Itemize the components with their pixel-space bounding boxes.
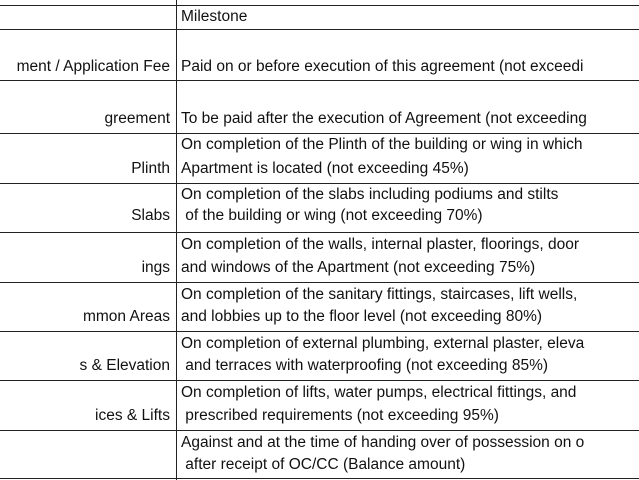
milestone-cell: On completion of the Plinth of the building or wing in which (181, 136, 583, 153)
milestone-cell: On completion of the walls, internal plaster, floorings, door (181, 236, 580, 253)
milestone-cell: and lobbies up to the floor level (not exceeding 80%) (181, 308, 543, 325)
header-milestone: Milestone (181, 8, 248, 25)
milestone-cell: On completion of the slabs including podiums and stilts (181, 186, 559, 203)
stage-cell: ment / Application Fee (16, 58, 170, 75)
milestone-cell: and terraces with waterproofing (not exceeding 85%) (181, 357, 549, 374)
stage-cell: ices & Lifts (95, 407, 170, 424)
row-divider (0, 5, 639, 6)
milestone-cell: On completion of the sanitary fittings, staircases, lift wells, (181, 286, 578, 303)
stage-cell: mmon Areas (82, 308, 170, 325)
milestone-cell: after receipt of OC/CC (Balance amount) (181, 456, 466, 473)
milestone-cell: On completion of lifts, water pumps, electrical fittings, and (181, 384, 577, 401)
milestone-cell: and windows of the Apartment (not exceeding 75%) (181, 259, 536, 276)
milestone-cell: prescribed requirements (not exceeding 95%) (181, 407, 499, 424)
stage-cell: s & Elevation (79, 357, 170, 374)
stage-cell: greement (104, 110, 170, 127)
column-divider (176, 0, 177, 480)
milestone-cell: To be paid after the execution of Agreement (not exceeding (181, 110, 587, 127)
milestone-cell: of the building or wing (not exceeding 70%) (181, 207, 483, 224)
row-divider (0, 80, 639, 81)
milestone-cell: Against and at the time of handing over of possession on o (181, 434, 585, 451)
row-divider (0, 478, 639, 479)
milestone-cell: Paid on or before execution of this agreement (not exceedi (181, 58, 584, 75)
stage-cell: ings (141, 259, 170, 276)
row-divider (0, 29, 639, 30)
milestone-cell: On completion of external plumbing, external plaster, eleva (181, 335, 585, 352)
stage-cell: Slabs (131, 207, 170, 224)
stage-cell: Plinth (131, 160, 170, 177)
milestone-cell: Apartment is located (not exceeding 45%) (181, 160, 469, 177)
